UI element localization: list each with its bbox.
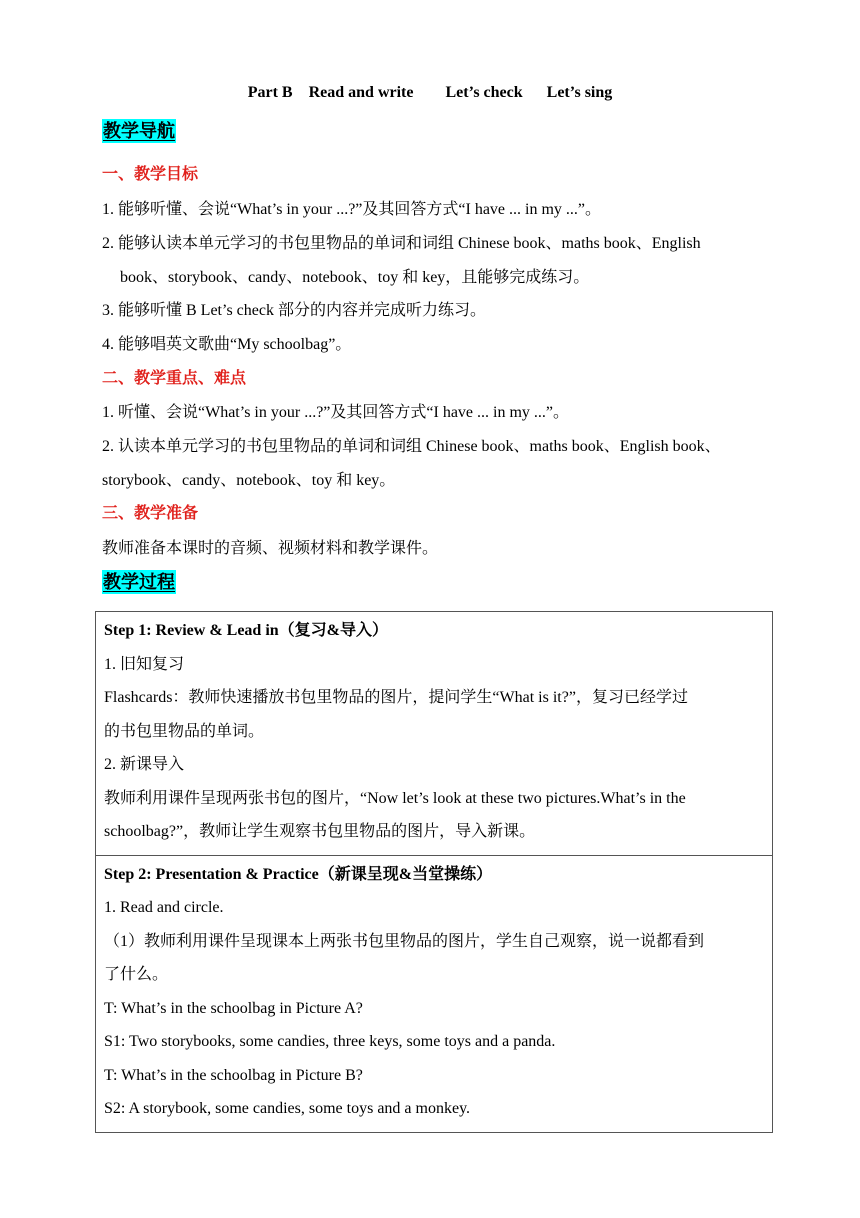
objective-line: 1. 能够听懂、会说“What’s in your ...?”及其回答方式“I have ... in my ...”。 — [102, 201, 602, 218]
step-line: S1: Two storybooks, some candies, three keys, some toys and a panda. — [104, 1033, 556, 1050]
objective-line: 4. 能够唱英文歌曲“My schoolbag”。 — [102, 336, 352, 353]
step1-cell — [96, 612, 773, 856]
step-line: T: What’s in the schoolbag in Picture B? — [104, 1066, 363, 1084]
step-line: 教师利用课件呈现两张书包的图片，“Now let’s look at these two pictures.What’s in the — [104, 789, 686, 807]
section3-heading: 三、教学准备 — [102, 503, 199, 522]
step-line: 1. Read and circle. — [104, 899, 224, 916]
lesson-title: Part B Read and write Let’s check Let’s sing — [247, 84, 613, 101]
keypoint-line: 2. 认读本单元学习的书包里物品的单词和词组 Chinese book、maths book、English book、 — [102, 438, 721, 455]
step-line: schoolbag?”，教师让学生观察书包里物品的图片，导入新课。 — [104, 823, 536, 840]
step-line: （1）教师利用课件呈现课本上两张书包里物品的图片，学生自己观察，说一说都看到 — [104, 932, 705, 950]
keypoint-line: storybook、candy、notebook、toy 和 key。 — [102, 472, 396, 489]
step1-row — [96, 612, 773, 856]
step-line: T: What’s in the schoolbag in Picture A? — [104, 999, 363, 1017]
nav-heading: 教学导航 — [103, 121, 175, 141]
step2-cell — [96, 855, 773, 1132]
objective-line: 2. 能够认读本单元学习的书包里物品的单词和词组 Chinese book、maths book、English — [102, 235, 701, 252]
section1-heading: 一、教学目标 — [102, 164, 199, 183]
step-line: Flashcards：教师快速播放书包里物品的图片，提问学生“What is it?”，复习已经学过 — [104, 689, 688, 706]
step1-heading: Step 1: Review & Lead in（复习&导入） — [104, 622, 388, 639]
step-line: S2: A storybook, some candies, some toys and a monkey. — [104, 1100, 471, 1117]
step-line: 了什么。 — [104, 966, 169, 983]
process-table — [95, 611, 773, 1133]
step-line: 1. 旧知复习 — [104, 655, 185, 673]
step2-row — [96, 855, 773, 1132]
preparation-line: 教师准备本课时的音频、视频材料和教学课件。 — [102, 540, 439, 557]
section2-heading: 二、教学重点、难点 — [102, 368, 247, 387]
step-line: 的书包里物品的单词。 — [104, 722, 265, 740]
step2-heading: Step 2: Presentation & Practice（新课呈现&当堂操练） — [104, 865, 493, 883]
objective-line: 3. 能够听懂 B Let’s check 部分的内容并完成听力练习。 — [102, 302, 486, 319]
process-heading: 教学过程 — [103, 572, 175, 592]
step-line: 2. 新课导入 — [104, 756, 185, 773]
keypoint-line: 1. 听懂、会说“What’s in your ...?”及其回答方式“I have ... in my ...”。 — [102, 404, 570, 421]
objective-line: book、storybook、candy、notebook、toy 和 key，且能够完成练习。 — [120, 269, 590, 286]
